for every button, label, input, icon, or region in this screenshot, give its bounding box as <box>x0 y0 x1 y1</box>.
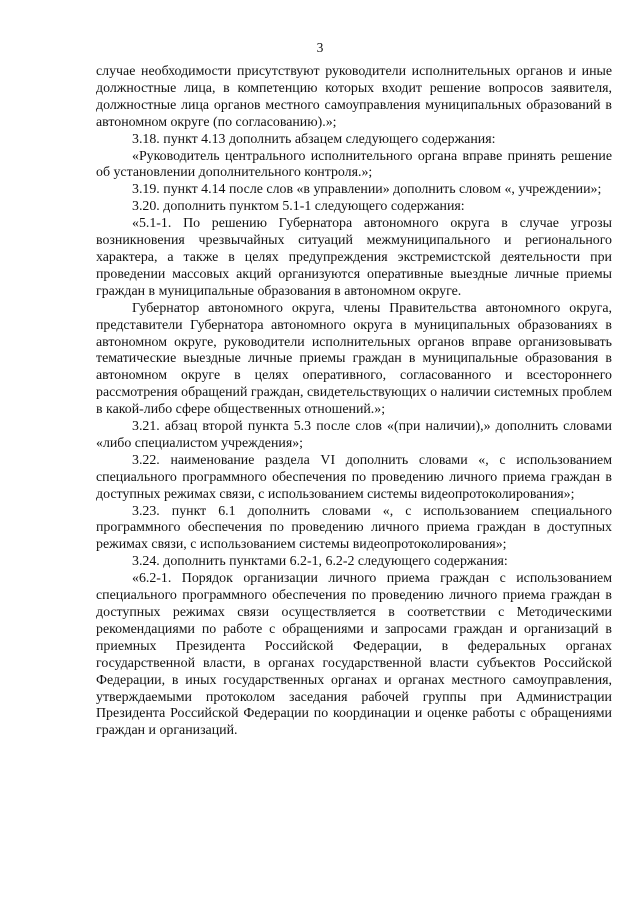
paragraph: Губернатор автономного округа, члены Правительства автономного округа, представители Губернатора автономного округа в муниципальных образованиях в автономном округе, руководители исполнительных органов вправе организовывать тематические выездные личные приемы граждан в муниципальные образования в автономном округе в целях оперативного, согласованного и всестороннего рассмотрения обращений граждан, свидетельствующих о наличии системных проблем в какой-либо сфере общественных отношений.»; <box>96 300 612 418</box>
paragraph: 3.22. наименование раздела VI дополнить словами «, с использованием специального программного обеспечения по проведению личного приема граждан в доступных режимах связи, с использованием системы видеопротоколирования»; <box>96 452 612 502</box>
paragraph: 3.20. дополнить пунктом 5.1-1 следующего содержания: <box>132 199 465 215</box>
paragraph: «Руководитель центрального исполнительного органа вправе принять решение об установлении дополнительного контроля.»; <box>96 148 612 181</box>
paragraph: 3.21. абзац второй пункта 5.3 после слов «(при наличии),» дополнить словами «либо специалистом учреждения»; <box>96 419 612 451</box>
paragraph: 3.24. дополнить пунктами 6.2-1, 6.2-2 следующего содержания: <box>132 554 508 570</box>
paragraph: случае необходимости присутствуют руководители исполнительных органов и иные должностные лица, в компетенцию которых входит решение вопросов заявителя, должностные лица органов местного самоуправления муниципальных образований в автономном округе (по согласованию).»; <box>96 64 612 130</box>
paragraph: 3.23. пункт 6.1 дополнить словами «, с использованием специального программного обеспечения по проведению личного приема граждан в доступных режимах связи, с использованием системы видеопротоколирования»; <box>96 503 612 553</box>
document-body <box>96 64 612 740</box>
paragraph: «5.1-1. По решению Губернатора автономного округа в случае угрозы возникновения чрезвычайных ситуаций межмуниципального и регионального характера, а также в целях предупреждения экстремистской деятельности при проведении массовых акций организуются оперативные выездные личные приемы граждан в муниципальные образования в автономном округе. <box>96 216 612 299</box>
paragraph: «6.2-1. Порядок организации личного приема граждан с использованием специального программного обеспечения по проведению личного приема граждан в доступных режимах связи осуществляется в соответствии с Методическими рекомендациями по работе с обращениями и запросами граждан и организаций в приемных Президента Российской Федерации, в федеральных органах государственной власти, в органах государственной власти субъектов Российской Федерации, в иных государственных органах и органах местного самоуправления, утверждаемыми протоколом заседания рабочей группы при Администрации Президента Российской Федерации по координации и оценке работы с обращениями граждан и организаций. <box>96 571 612 739</box>
page-number: 3 <box>316 40 324 55</box>
paragraph: 3.18. пункт 4.13 дополнить абзацем следующего содержания: <box>132 131 496 147</box>
paragraph: 3.19. пункт 4.14 после слов «в управлении» дополнить словом «, учреждении»; <box>132 182 602 198</box>
